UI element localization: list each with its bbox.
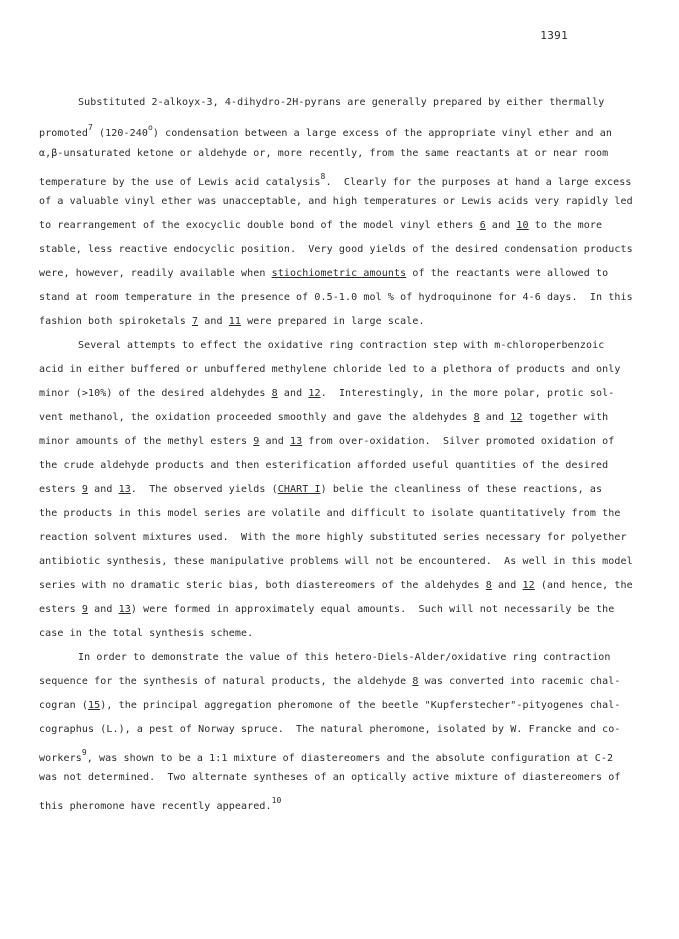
text-line bbox=[39, 676, 620, 687]
text-line bbox=[39, 580, 633, 591]
text-segment: temperature by the use of Lewis acid catalysis bbox=[39, 177, 321, 188]
text-segment: and bbox=[491, 580, 523, 591]
text-segment: ), the principal aggregation pheromone of the beetle "Kupferstecher"-pityogenes chal- bbox=[100, 700, 621, 711]
text-line bbox=[39, 172, 632, 188]
text-line bbox=[39, 748, 613, 764]
compound-number: 9 bbox=[81, 604, 88, 615]
text-segment: . The observed yields ( bbox=[130, 484, 278, 495]
text-segment: reaction solvent mixtures used. With the more highly substituted series necessary for polyether bbox=[39, 532, 627, 543]
text-line bbox=[39, 604, 614, 615]
text-segment: sequence for the synthesis of natural products, the aldehyde bbox=[39, 676, 413, 687]
text-line bbox=[39, 364, 620, 375]
text-segment: of the reactants were allowed to bbox=[406, 268, 609, 279]
text-line bbox=[39, 508, 620, 519]
text-segment: to the more bbox=[528, 220, 603, 231]
compound-number: CHART I bbox=[277, 484, 321, 495]
text-segment: Substituted 2-alkoyx-3, 4-dihydro-2H-pyrans are generally prepared by either thermally bbox=[78, 97, 605, 108]
compound-number: 8 bbox=[271, 388, 278, 399]
superscript-reference: 10 bbox=[271, 796, 282, 805]
text-segment: and bbox=[87, 604, 119, 615]
text-segment: promoted bbox=[39, 128, 88, 139]
superscript-reference: o bbox=[147, 123, 153, 132]
text-segment: and bbox=[259, 436, 290, 447]
text-segment: minor amounts of the methyl esters bbox=[39, 436, 254, 447]
text-segment: workers bbox=[39, 753, 82, 764]
text-line bbox=[78, 97, 604, 108]
text-segment: and bbox=[485, 220, 517, 231]
compound-number: 13 bbox=[118, 484, 131, 495]
text-line bbox=[78, 340, 604, 351]
text-line bbox=[39, 628, 253, 639]
text-line bbox=[39, 412, 608, 423]
text-line bbox=[39, 220, 602, 231]
text-segment: In order to demonstrate the value of this hetero-Diels-Alder/oxidative ring contraction bbox=[78, 652, 611, 663]
text-segment: , was shown to be a 1:1 mixture of diastereomers and the absolute configuration at C-2 bbox=[86, 753, 614, 764]
text-segment: ) belie the cleanliness of these reactions, as bbox=[320, 484, 603, 495]
compound-number: 8 bbox=[412, 676, 419, 687]
text-line bbox=[39, 316, 425, 327]
text-segment: . Clearly for the purposes at hand a large excess bbox=[325, 177, 632, 188]
text-line bbox=[39, 724, 620, 735]
compound-number: 8 bbox=[485, 580, 492, 591]
text-line bbox=[39, 196, 633, 207]
text-segment: fashion both spiroketals bbox=[39, 316, 193, 327]
text-segment: to rearrangement of the exocyclic double bond of the model vinyl ethers bbox=[39, 220, 480, 231]
text-line bbox=[39, 700, 620, 711]
text-segment: α,β-unsaturated ketone or aldehyde or, more recently, from the same reactants at or near room bbox=[39, 148, 609, 159]
text-line bbox=[39, 123, 612, 139]
compound-number: 15 bbox=[87, 700, 101, 711]
text-line bbox=[39, 556, 633, 567]
text-line bbox=[39, 292, 633, 303]
text-line bbox=[78, 652, 610, 663]
text-line bbox=[39, 244, 633, 255]
text-segment: series with no dramatic steric bias, both diastereomers of the aldehydes bbox=[39, 580, 486, 591]
superscript-reference: 7 bbox=[87, 123, 93, 132]
text-line bbox=[39, 796, 281, 812]
text-segment: esters bbox=[39, 604, 82, 615]
text-segment: was converted into racemic chal- bbox=[418, 676, 621, 687]
compound-number: 13 bbox=[118, 604, 131, 615]
text-segment: of a valuable vinyl ether was unacceptable, and high temperatures or Lewis acids very rapidly led bbox=[39, 196, 633, 207]
compound-number: 7 bbox=[192, 316, 199, 327]
text-line bbox=[39, 268, 608, 279]
compound-number: 9 bbox=[81, 484, 88, 495]
text-line bbox=[39, 532, 627, 543]
text-segment: minor (>10%) of the desired aldehydes bbox=[39, 388, 272, 399]
text-segment: esters bbox=[39, 484, 82, 495]
text-line bbox=[39, 148, 608, 159]
text-segment: antibiotic synthesis, these manipulative problems will not be encountered. As well in this model bbox=[39, 556, 633, 567]
compound-number: 10 bbox=[516, 220, 529, 231]
text-segment: (and hence, the bbox=[534, 580, 633, 591]
text-segment: from over-oxidation. Silver promoted oxidation of bbox=[302, 436, 615, 447]
text-line bbox=[39, 772, 620, 783]
compound-number: 12 bbox=[308, 388, 321, 399]
text-segment: together with bbox=[522, 412, 609, 423]
page-number: 1391 bbox=[540, 29, 568, 42]
compound-number: 6 bbox=[479, 220, 486, 231]
text-segment: was not determined. Two alternate syntheses of an optically active mixture of diastereomers of bbox=[39, 772, 621, 783]
text-segment: were prepared in large scale. bbox=[241, 316, 425, 327]
text-segment: case in the total synthesis scheme. bbox=[39, 628, 254, 639]
text-segment: were, however, readily available when bbox=[39, 268, 272, 279]
text-segment: stand at room temperature in the presence of 0.5-1.0 mol % of hydroquinone for 4-6 days. In this bbox=[39, 292, 633, 303]
text-segment: and bbox=[87, 484, 119, 495]
text-segment: acid in either buffered or unbuffered methylene chloride led to a plethora of products and only bbox=[39, 364, 621, 375]
text-segment: and bbox=[479, 412, 511, 423]
text-segment: ) condensation between a large excess of the appropriate vinyl ether and an bbox=[152, 128, 612, 139]
compound-number: 12 bbox=[510, 412, 523, 423]
compound-number: 9 bbox=[253, 436, 260, 447]
superscript-reference: 8 bbox=[320, 172, 326, 181]
compound-number: 8 bbox=[473, 412, 480, 423]
text-line bbox=[39, 460, 608, 471]
text-line bbox=[39, 436, 614, 447]
text-segment: ) were formed in approximately equal amounts. Such will not necessarily be the bbox=[130, 604, 615, 615]
compound-number: 12 bbox=[522, 580, 535, 591]
compound-number: 13 bbox=[289, 436, 303, 447]
text-segment: stable, less reactive endocyclic position. Very good yields of the desired condensation products bbox=[39, 244, 633, 255]
text-segment: vent methanol, the oxidation proceeded smoothly and gave the aldehydes bbox=[39, 412, 474, 423]
text-segment: . Interestingly, in the more polar, protic sol- bbox=[320, 388, 615, 399]
text-segment: (120-240 bbox=[92, 128, 148, 139]
text-segment: cographus (L.), a pest of Norway spruce. The natural pheromone, isolated by W. Francke and co- bbox=[39, 724, 621, 735]
text-line bbox=[39, 484, 602, 495]
text-segment: the products in this model series are volatile and difficult to isolate quantitatively from the bbox=[39, 508, 621, 519]
text-segment: Several attempts to effect the oxidative ring contraction step with m-chloroperbenzoic bbox=[78, 340, 605, 351]
text-segment: and bbox=[198, 316, 229, 327]
compound-number: 11 bbox=[228, 316, 241, 327]
text-segment: this pheromone have recently appeared. bbox=[39, 801, 272, 812]
superscript-reference: 9 bbox=[81, 748, 87, 757]
text-segment: and bbox=[277, 388, 309, 399]
text-segment: the crude aldehyde products and then esterification afforded useful quantities of the desired bbox=[39, 460, 609, 471]
text-segment: cogran ( bbox=[39, 700, 88, 711]
compound-number: stiochiometric amounts bbox=[271, 268, 407, 279]
text-line bbox=[39, 388, 614, 399]
